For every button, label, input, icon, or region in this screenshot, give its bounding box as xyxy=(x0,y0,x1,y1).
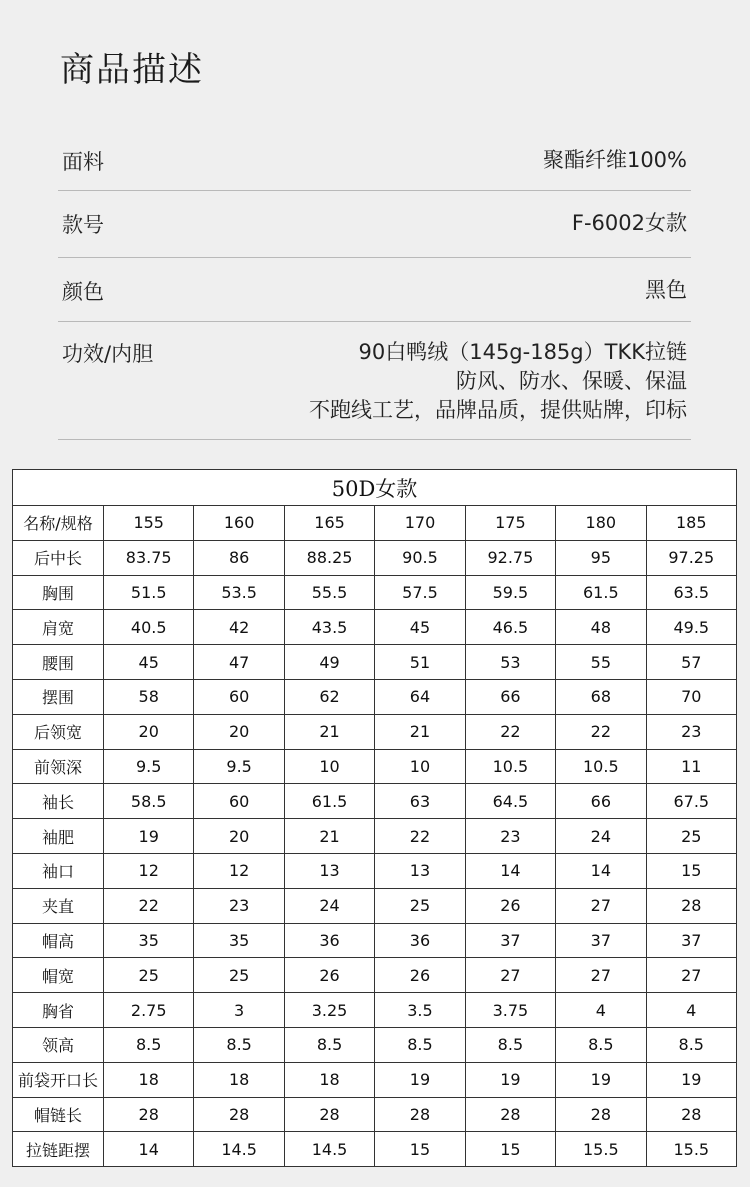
measurement-value-cell: 15 xyxy=(465,1132,555,1167)
measurement-value-cell: 8.5 xyxy=(556,1027,646,1062)
measurement-value-cell: 10.5 xyxy=(556,749,646,784)
table-row xyxy=(13,819,737,854)
measurement-value-cell: 8.5 xyxy=(194,1027,284,1062)
measurement-value-cell: 47 xyxy=(194,645,284,680)
measurement-value-cell: 42 xyxy=(194,610,284,645)
measurement-value-cell: 27 xyxy=(556,888,646,923)
measurement-value-cell: 37 xyxy=(465,923,555,958)
measurement-value-cell: 95 xyxy=(556,540,646,575)
measurement-value-cell: 4 xyxy=(556,993,646,1028)
measurement-value-cell: 28 xyxy=(556,1097,646,1132)
measurement-value-cell: 48 xyxy=(556,610,646,645)
measurement-value-cell: 49.5 xyxy=(646,610,736,645)
measurement-value-cell: 51.5 xyxy=(104,575,194,610)
table-caption-row xyxy=(13,470,737,506)
measurement-value-cell: 68 xyxy=(556,679,646,714)
measurement-value-cell: 24 xyxy=(556,819,646,854)
measurement-value-cell: 66 xyxy=(465,679,555,714)
measurement-name-cell: 前袋开口长 xyxy=(13,1062,104,1097)
table-row xyxy=(13,1132,737,1167)
spec-row-color xyxy=(58,258,691,322)
measurement-value-cell: 27 xyxy=(556,958,646,993)
measurement-value-cell: 26 xyxy=(375,958,465,993)
measurement-value-cell: 19 xyxy=(104,819,194,854)
measurement-value-cell: 19 xyxy=(646,1062,736,1097)
measurement-value-cell: 22 xyxy=(104,888,194,923)
measurement-value-cell: 3 xyxy=(194,993,284,1028)
measurement-value-cell: 35 xyxy=(194,923,284,958)
measurement-value-cell: 9.5 xyxy=(104,749,194,784)
measurement-value-cell: 90.5 xyxy=(375,540,465,575)
measurement-value-cell: 18 xyxy=(284,1062,374,1097)
measurement-value-cell: 20 xyxy=(104,714,194,749)
table-row xyxy=(13,749,737,784)
measurement-value-cell: 8.5 xyxy=(375,1027,465,1062)
measurement-value-cell: 28 xyxy=(646,1097,736,1132)
measurement-value-cell: 21 xyxy=(375,714,465,749)
measurement-name-cell: 腰围 xyxy=(13,645,104,680)
table-row xyxy=(13,853,737,888)
measurement-value-cell: 43.5 xyxy=(284,610,374,645)
measurement-value-cell: 36 xyxy=(375,923,465,958)
measurement-value-cell: 23 xyxy=(646,714,736,749)
size-header-cell: 160 xyxy=(194,506,284,541)
measurement-value-cell: 13 xyxy=(284,853,374,888)
size-header-cell: 185 xyxy=(646,506,736,541)
measurement-value-cell: 10 xyxy=(375,749,465,784)
measurement-value-cell: 26 xyxy=(284,958,374,993)
table-row xyxy=(13,679,737,714)
measurement-value-cell: 60 xyxy=(194,679,284,714)
measurement-value-cell: 61.5 xyxy=(284,784,374,819)
spec-list xyxy=(58,130,691,440)
measurement-value-cell: 22 xyxy=(465,714,555,749)
table-row xyxy=(13,888,737,923)
measurement-value-cell: 3.75 xyxy=(465,993,555,1028)
measurement-value-cell: 66 xyxy=(556,784,646,819)
table-row xyxy=(13,575,737,610)
measurement-value-cell: 13 xyxy=(375,853,465,888)
measurement-name-cell: 帽高 xyxy=(13,923,104,958)
measurement-value-cell: 88.25 xyxy=(284,540,374,575)
measurement-value-cell: 64.5 xyxy=(465,784,555,819)
measurement-value-cell: 45 xyxy=(375,610,465,645)
measurement-value-cell: 25 xyxy=(646,819,736,854)
measurement-value-cell: 18 xyxy=(104,1062,194,1097)
spec-value-line: 90白鸭绒（145g-185g）TKK拉链 xyxy=(358,340,687,364)
measurement-value-cell: 37 xyxy=(646,923,736,958)
measurement-value-cell: 11 xyxy=(646,749,736,784)
table-row xyxy=(13,610,737,645)
measurement-name-cell: 胸围 xyxy=(13,575,104,610)
spec-value-line: F-6002女款 xyxy=(571,211,687,235)
measurement-value-cell: 62 xyxy=(284,679,374,714)
measurement-value-cell: 46.5 xyxy=(465,610,555,645)
measurement-value-cell: 27 xyxy=(465,958,555,993)
measurement-name-cell: 拉链距摆 xyxy=(13,1132,104,1167)
measurement-value-cell: 58.5 xyxy=(104,784,194,819)
measurement-name-cell: 领高 xyxy=(13,1027,104,1062)
measurement-name-cell: 肩宽 xyxy=(13,610,104,645)
measurement-value-cell: 20 xyxy=(194,819,284,854)
measurement-value-cell: 67.5 xyxy=(646,784,736,819)
measurement-value-cell: 3.5 xyxy=(375,993,465,1028)
measurement-value-cell: 22 xyxy=(375,819,465,854)
measurement-value-cell: 18 xyxy=(194,1062,284,1097)
measurement-value-cell: 19 xyxy=(556,1062,646,1097)
measurement-value-cell: 53 xyxy=(465,645,555,680)
table-row xyxy=(13,1097,737,1132)
measurement-value-cell: 19 xyxy=(465,1062,555,1097)
measurement-value-cell: 28 xyxy=(104,1097,194,1132)
table-row xyxy=(13,993,737,1028)
measurement-value-cell: 60 xyxy=(194,784,284,819)
measurement-value-cell: 8.5 xyxy=(646,1027,736,1062)
spec-value xyxy=(543,146,691,175)
measurement-value-cell: 45 xyxy=(104,645,194,680)
measurement-value-cell: 15 xyxy=(646,853,736,888)
measurement-value-cell: 12 xyxy=(194,853,284,888)
measurement-value-cell: 9.5 xyxy=(194,749,284,784)
measurement-value-cell: 40.5 xyxy=(104,610,194,645)
spec-value xyxy=(645,276,691,305)
measurement-value-cell: 25 xyxy=(194,958,284,993)
measurement-name-cell: 胸省 xyxy=(13,993,104,1028)
measurement-name-cell: 帽链长 xyxy=(13,1097,104,1132)
measurement-value-cell: 55 xyxy=(556,645,646,680)
measurement-name-cell: 前领深 xyxy=(13,749,104,784)
measurement-value-cell: 28 xyxy=(375,1097,465,1132)
measurement-name-cell: 后领宽 xyxy=(13,714,104,749)
table-row xyxy=(13,958,737,993)
spec-row-style-number xyxy=(58,191,691,258)
spec-value xyxy=(309,338,691,425)
spec-value-line: 聚酯纤维100% xyxy=(542,148,687,172)
measurement-value-cell: 25 xyxy=(104,958,194,993)
table-row xyxy=(13,923,737,958)
measurement-value-cell: 70 xyxy=(646,679,736,714)
spec-row-function-lining xyxy=(58,322,691,440)
measurement-value-cell: 57 xyxy=(646,645,736,680)
measurement-value-cell: 49 xyxy=(284,645,374,680)
spec-value xyxy=(572,209,691,238)
measurement-value-cell: 27 xyxy=(646,958,736,993)
spec-value-line: 防风、防水、保暖、保温 xyxy=(456,369,687,393)
measurement-name-cell: 帽宽 xyxy=(13,958,104,993)
measurement-value-cell: 21 xyxy=(284,819,374,854)
size-header-cell: 170 xyxy=(375,506,465,541)
measurement-value-cell: 26 xyxy=(465,888,555,923)
measurement-name-cell: 摆围 xyxy=(13,679,104,714)
measurement-value-cell: 14 xyxy=(556,853,646,888)
measurement-value-cell: 53.5 xyxy=(194,575,284,610)
measurement-value-cell: 10 xyxy=(284,749,374,784)
spec-value-line: 不跑线工艺，品牌品质，提供贴牌，印标 xyxy=(309,398,687,422)
measurement-value-cell: 15.5 xyxy=(556,1132,646,1167)
measurement-value-cell: 86 xyxy=(194,540,284,575)
size-header-cell: 180 xyxy=(556,506,646,541)
measurement-value-cell: 55.5 xyxy=(284,575,374,610)
measurement-value-cell: 23 xyxy=(194,888,284,923)
spec-value-line: 黑色 xyxy=(645,278,687,302)
measurement-value-cell: 25 xyxy=(375,888,465,923)
size-chart-table xyxy=(12,469,737,1167)
header-label-cell: 名称/规格 xyxy=(13,506,104,541)
table-row xyxy=(13,540,737,575)
measurement-value-cell: 3.25 xyxy=(284,993,374,1028)
page-title: 商品描述 xyxy=(60,50,204,90)
measurement-value-cell: 63 xyxy=(375,784,465,819)
measurement-value-cell: 8.5 xyxy=(465,1027,555,1062)
measurement-value-cell: 59.5 xyxy=(465,575,555,610)
measurement-value-cell: 14.5 xyxy=(194,1132,284,1167)
measurement-value-cell: 83.75 xyxy=(104,540,194,575)
measurement-value-cell: 35 xyxy=(104,923,194,958)
measurement-value-cell: 19 xyxy=(375,1062,465,1097)
spec-label: 颜色 xyxy=(62,280,104,304)
size-header-cell: 155 xyxy=(104,506,194,541)
measurement-value-cell: 63.5 xyxy=(646,575,736,610)
measurement-name-cell: 袖口 xyxy=(13,853,104,888)
measurement-value-cell: 15.5 xyxy=(646,1132,736,1167)
measurement-value-cell: 12 xyxy=(104,853,194,888)
spec-label: 功效/内胆 xyxy=(62,342,154,366)
measurement-value-cell: 92.75 xyxy=(465,540,555,575)
size-header-cell: 175 xyxy=(465,506,555,541)
measurement-value-cell: 36 xyxy=(284,923,374,958)
measurement-value-cell: 21 xyxy=(284,714,374,749)
table-caption: 50D女款 xyxy=(13,470,737,506)
measurement-value-cell: 22 xyxy=(556,714,646,749)
measurement-value-cell: 28 xyxy=(284,1097,374,1132)
measurement-value-cell: 10.5 xyxy=(465,749,555,784)
measurement-value-cell: 37 xyxy=(556,923,646,958)
measurement-value-cell: 24 xyxy=(284,888,374,923)
measurement-value-cell: 64 xyxy=(375,679,465,714)
measurement-name-cell: 夹直 xyxy=(13,888,104,923)
measurement-value-cell: 20 xyxy=(194,714,284,749)
table-header-row xyxy=(13,506,737,541)
measurement-value-cell: 14 xyxy=(465,853,555,888)
size-header-cell: 165 xyxy=(284,506,374,541)
measurement-value-cell: 57.5 xyxy=(375,575,465,610)
measurement-value-cell: 23 xyxy=(465,819,555,854)
spec-label: 面料 xyxy=(62,150,104,174)
measurement-value-cell: 28 xyxy=(646,888,736,923)
measurement-value-cell: 8.5 xyxy=(104,1027,194,1062)
measurement-value-cell: 14.5 xyxy=(284,1132,374,1167)
measurement-value-cell: 28 xyxy=(194,1097,284,1132)
measurement-value-cell: 28 xyxy=(465,1097,555,1132)
measurement-value-cell: 15 xyxy=(375,1132,465,1167)
measurement-value-cell: 2.75 xyxy=(104,993,194,1028)
measurement-value-cell: 61.5 xyxy=(556,575,646,610)
measurement-value-cell: 8.5 xyxy=(284,1027,374,1062)
table-row xyxy=(13,1062,737,1097)
table-row xyxy=(13,645,737,680)
measurement-name-cell: 后中长 xyxy=(13,540,104,575)
spec-row-fabric xyxy=(58,130,691,191)
table-row xyxy=(13,784,737,819)
measurement-value-cell: 4 xyxy=(646,993,736,1028)
spec-label: 款号 xyxy=(62,213,104,237)
measurement-name-cell: 袖肥 xyxy=(13,819,104,854)
measurement-value-cell: 14 xyxy=(104,1132,194,1167)
table-row xyxy=(13,1027,737,1062)
measurement-name-cell: 袖长 xyxy=(13,784,104,819)
table-body xyxy=(13,540,737,1166)
measurement-value-cell: 51 xyxy=(375,645,465,680)
measurement-value-cell: 97.25 xyxy=(646,540,736,575)
table-row xyxy=(13,714,737,749)
measurement-value-cell: 58 xyxy=(104,679,194,714)
